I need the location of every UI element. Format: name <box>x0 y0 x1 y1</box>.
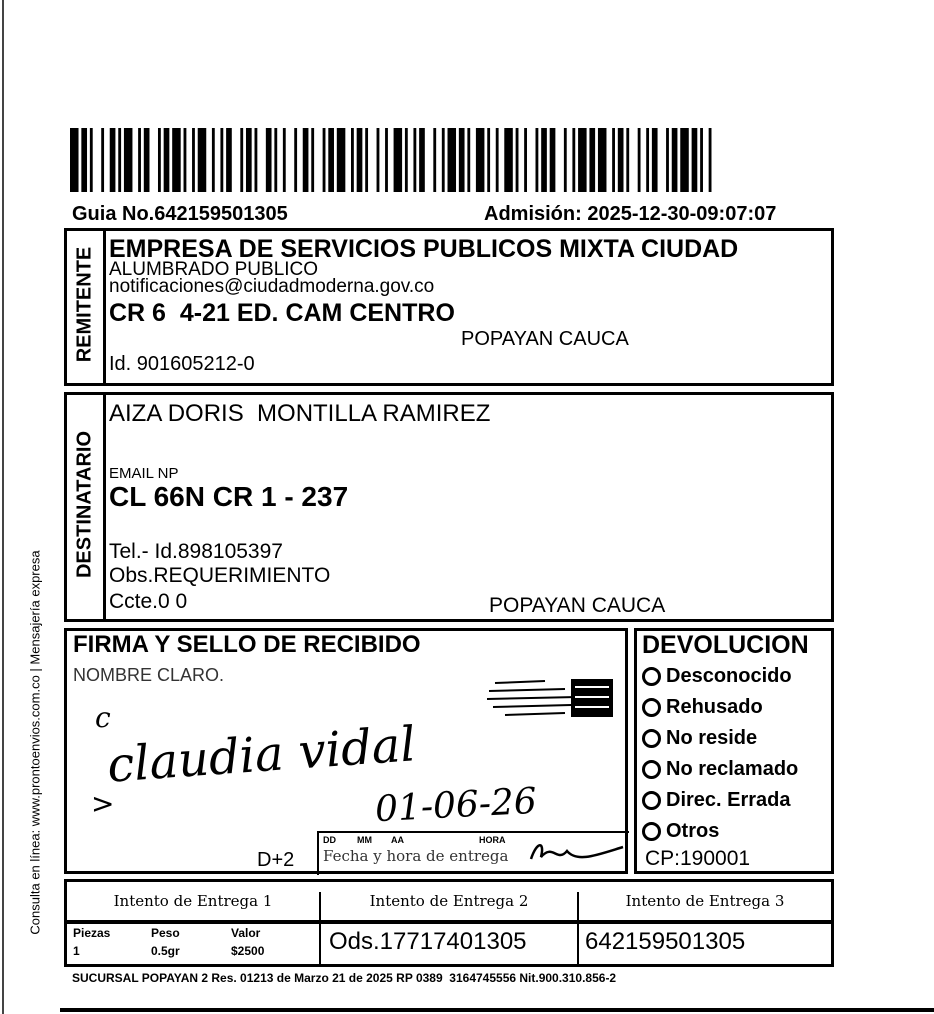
barcode-bar <box>442 128 445 192</box>
option-no-reside[interactable] <box>642 723 798 754</box>
destinatario-label-strip <box>67 395 106 619</box>
admision-date: Admisión: 2025-12-30-09:07:07 <box>484 203 777 225</box>
barcode-bar <box>589 128 595 192</box>
radio-circle-icon <box>642 760 661 779</box>
handwritten-mark: c <box>95 701 111 734</box>
barcode-bar <box>212 128 215 192</box>
dd-label: DD <box>323 835 336 845</box>
barcode-bar <box>433 128 436 192</box>
barcode-bar <box>646 128 649 192</box>
barcode-bar <box>612 128 615 192</box>
remitente-name: EMPRESA DE SERVICIOS PUBLICOS MIXTA CIUDAD <box>109 235 739 263</box>
firma-section <box>64 628 628 874</box>
barcode-bar <box>198 128 207 192</box>
barcode-bar <box>246 128 252 192</box>
barcode-bar <box>516 128 519 192</box>
barcode-bar <box>158 128 161 192</box>
fecha-entrega-box <box>317 831 629 875</box>
remitente-label: REMITENTE <box>73 246 96 363</box>
barcode-bar <box>337 128 346 192</box>
option-label: Desconocido <box>666 665 792 687</box>
barcode-bar <box>626 128 629 192</box>
intento-3: Intento de Entrega 3 <box>625 892 785 910</box>
barcode-bar <box>572 128 575 192</box>
barcode-bar <box>311 128 314 192</box>
barcode-bar <box>550 128 556 192</box>
piezas-label: Piezas <box>73 926 111 940</box>
barcode-bar <box>110 128 116 192</box>
hora-label: HORA <box>479 835 506 845</box>
destinatario-label: DESTINATARIO <box>73 430 96 579</box>
devolucion-section <box>634 628 834 874</box>
devolucion-title: DEVOLUCION <box>642 631 809 659</box>
destinatario-city: POPAYAN CAUCA <box>489 594 666 617</box>
destinatario-name: AIZA DORIS MONTILLA RAMIREZ <box>109 400 491 427</box>
ods-number: Ods.17717401305 <box>329 928 527 955</box>
valor-value: $2500 <box>231 944 265 958</box>
radio-circle-icon <box>642 729 661 748</box>
intentos-row <box>64 879 834 923</box>
guia-number: Guia No.642159501305 <box>72 203 288 225</box>
ods-divider <box>577 924 579 964</box>
barcode-bar <box>419 128 425 192</box>
handwritten-scribble <box>527 833 627 873</box>
option-label: No reclamado <box>666 758 799 780</box>
remitente-email: notificaciones@ciudadmoderna.gov.co <box>109 276 435 297</box>
nombre-claro-label: NOMBRE CLARO. <box>73 665 225 685</box>
barcode-bar <box>578 128 587 192</box>
barcode <box>70 128 720 192</box>
option-direc-errada[interactable] <box>642 785 798 816</box>
barcode-bar <box>184 128 187 192</box>
remitente-subname: ALUMBRADO PUBLICO <box>109 259 319 280</box>
barcode-bar <box>598 128 607 192</box>
peso-label: Peso <box>151 926 180 940</box>
barcode-bar <box>240 128 243 192</box>
postal-code: CP:190001 <box>645 847 751 870</box>
piezas-value: 1 <box>73 944 80 958</box>
barcode-bar <box>138 128 141 192</box>
option-otros[interactable] <box>642 816 798 847</box>
barcode-bar <box>192 128 195 192</box>
radio-circle-icon <box>642 667 661 686</box>
barcode-bar <box>476 128 485 192</box>
d-plus-two: D+2 <box>257 849 295 871</box>
barcode-bar <box>448 128 457 192</box>
barcode-bar <box>700 128 703 192</box>
radio-circle-icon <box>642 791 661 810</box>
mm-label: MM <box>357 835 372 845</box>
barcode-bar <box>294 128 297 192</box>
handwritten-name: claudia vidal <box>105 716 418 794</box>
scan-edge <box>2 0 4 1014</box>
barcode-bar <box>81 128 87 192</box>
barcode-bar <box>164 128 170 192</box>
barcode-bar <box>255 128 258 192</box>
bottom-line <box>60 1008 934 1012</box>
radio-circle-icon <box>642 822 661 841</box>
aa-label: AA <box>391 835 404 845</box>
barcode-bar <box>365 128 368 192</box>
barcode-bar <box>541 128 547 192</box>
barcode-bar <box>328 128 334 192</box>
barcode-bar <box>652 128 658 192</box>
barcode-bar <box>377 128 380 192</box>
barcode-bar <box>144 128 150 192</box>
firma-title: FIRMA Y SELLO DE RECIBIDO <box>73 631 421 658</box>
option-label: Rehusado <box>666 696 763 718</box>
barcode-bar <box>266 128 272 192</box>
barcode-bar <box>672 128 678 192</box>
barcode-bar <box>405 128 408 192</box>
destinatario-tel: Tel.- Id.898105397 <box>109 540 283 563</box>
barcode-bar <box>666 128 669 192</box>
barcode-bar <box>351 128 354 192</box>
barcode-bar <box>226 128 232 192</box>
barcode-bar <box>504 128 513 192</box>
barcode-bar <box>638 128 641 192</box>
barcode-bar <box>274 128 277 192</box>
remitente-id: Id. 901605212-0 <box>109 353 255 375</box>
barcode-bar <box>323 128 326 192</box>
remitente-label-strip <box>67 231 106 383</box>
barcode-bar <box>385 128 388 192</box>
destinatario-ccte: Ccte.0 0 <box>109 590 188 613</box>
barcode-bar <box>487 128 490 192</box>
barcode-bar <box>118 128 121 192</box>
intento-1: Intento de Entrega 1 <box>67 892 321 926</box>
destinatario-address: CL 66N CR 1 - 237 <box>109 481 349 512</box>
barcode-bar <box>172 128 181 192</box>
handwritten-date: 01-06-26 <box>374 780 538 831</box>
option-rehusado[interactable] <box>642 692 798 723</box>
option-desconocido[interactable] <box>642 661 798 692</box>
barcode-bar <box>283 128 286 192</box>
barcode-bar <box>564 128 567 192</box>
barcode-bar <box>90 128 93 192</box>
side-website-text: Consulta en línea: www.prontoenvios.com.co | Mensajería expresa <box>27 550 43 935</box>
barcode-bar <box>680 128 689 192</box>
destinatario-section <box>64 392 834 622</box>
destinatario-email: EMAIL NP <box>109 465 179 482</box>
barcode-bar <box>692 128 698 192</box>
barcode-bar <box>459 128 465 192</box>
barcode-bar <box>709 128 712 192</box>
barcode-bar <box>413 128 416 192</box>
peso-value: 0.5gr <box>151 944 180 958</box>
remitente-city: POPAYAN CAUCA <box>461 328 629 350</box>
fecha-hora-label: Fecha y hora de entrega <box>323 847 509 865</box>
barcode-bar <box>618 128 624 192</box>
devolucion-options <box>642 661 798 847</box>
option-label: No reside <box>666 727 758 749</box>
remitente-section <box>64 228 834 386</box>
footer-text: SUCURSAL POPAYAN 2 Res. 01213 de Marzo 21 de 2025 RP 0389 3164745556 Nit.900.310.856-2 <box>72 971 617 985</box>
barcode-bar <box>124 128 133 192</box>
option-label: Otros <box>666 820 720 842</box>
barcode-bar <box>357 128 363 192</box>
option-label: Direc. Errada <box>666 789 791 811</box>
destinatario-obs: Obs.REQUERIMIENTO <box>109 564 331 587</box>
radio-circle-icon <box>642 698 661 717</box>
barcode-bar <box>496 128 499 192</box>
stamp-mark <box>485 675 625 723</box>
option-no-reclamado[interactable] <box>642 754 798 785</box>
handwritten-arrow: > <box>91 787 115 820</box>
barcode-bar <box>524 128 527 192</box>
details-row <box>64 921 834 967</box>
barcode-bar <box>220 128 223 192</box>
barcode-bar <box>467 128 470 192</box>
intento-2: Intento de Entrega 2 <box>321 892 579 926</box>
barcode-bar <box>536 128 539 192</box>
guia-number-cell: 642159501305 <box>585 928 746 955</box>
details-small-cell <box>67 924 321 964</box>
barcode-bar <box>101 128 104 192</box>
remitente-address: CR 6 4-21 ED. CAM CENTRO <box>109 299 455 327</box>
barcode-bar <box>303 128 309 192</box>
valor-label: Valor <box>231 926 261 940</box>
barcode-bar <box>394 128 403 192</box>
barcode-bar <box>70 128 79 192</box>
